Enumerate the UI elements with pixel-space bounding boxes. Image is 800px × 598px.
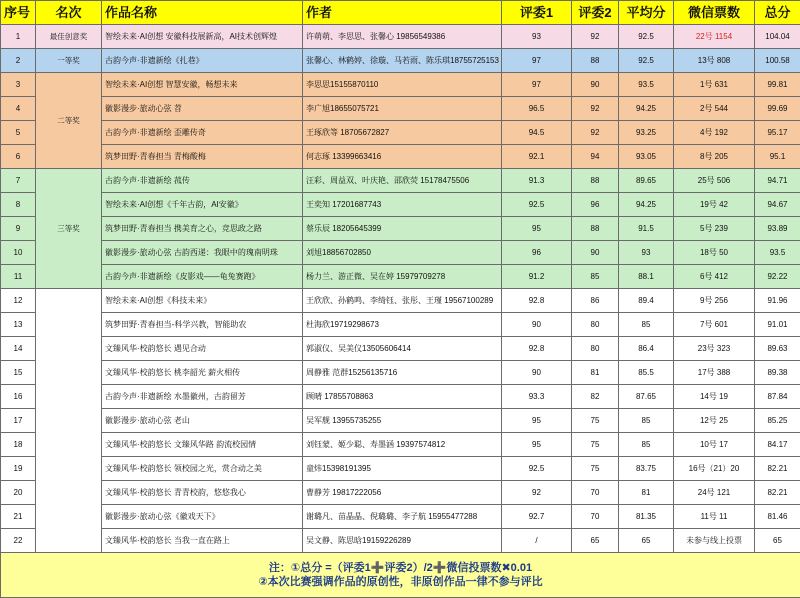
judge1-score: 97 [502, 73, 572, 97]
vote-count: 未参与线上投票 [674, 529, 755, 553]
table-row [1, 361, 800, 385]
judge1-score: / [502, 529, 572, 553]
vote-count: 25号 506 [674, 169, 755, 193]
judge1-score: 94.5 [502, 121, 572, 145]
table-row [1, 457, 800, 481]
average-score: 92.5 [619, 25, 674, 49]
vote-count: 1号 631 [674, 73, 755, 97]
total-score: 82.21 [755, 457, 800, 481]
vote-count: 18号 50 [674, 241, 755, 265]
author-cell: 蔡乐辰 18205645399 [303, 217, 502, 241]
judge1-score: 95 [502, 217, 572, 241]
average-score: 92.5 [619, 49, 674, 73]
author-cell: 汪彩、周益双、叶庆艳、邵欣荧 15178475506 [303, 169, 502, 193]
col-header-no: 序号 [1, 1, 36, 25]
table-row [1, 337, 800, 361]
work-title: 筑梦田野·青春担当 携美育之心，竞思政之路 [102, 217, 303, 241]
row-number: 21 [1, 505, 36, 529]
table-row [1, 193, 800, 217]
judge1-score: 92.5 [502, 193, 572, 217]
row-number: 13 [1, 313, 36, 337]
total-score: 89.63 [755, 337, 800, 361]
work-title: 文臻风华·校韵悠长 青青校韵，悠悠我心 [102, 481, 303, 505]
average-score: 93 [619, 241, 674, 265]
col-header-total: 总分 [755, 1, 800, 25]
work-title: 文臻风华·校韵悠长 领校园之光，赏合动之美 [102, 457, 303, 481]
total-score: 84.17 [755, 433, 800, 457]
note-cell [1, 553, 800, 598]
col-header-average: 平均分 [619, 1, 674, 25]
work-title: 徽影漫步·旅动心弦 苕 [102, 97, 303, 121]
average-score: 81.35 [619, 505, 674, 529]
author-cell: 许萌萌、李思思、张馨心 19856549386 [303, 25, 502, 49]
average-score: 91.5 [619, 217, 674, 241]
judge2-score: 92 [572, 25, 619, 49]
work-title: 文臻风华·校韵悠长 遇见合动 [102, 337, 303, 361]
judge1-score: 90 [502, 361, 572, 385]
total-score: 85.25 [755, 409, 800, 433]
judge1-score: 96.5 [502, 97, 572, 121]
row-number: 9 [1, 217, 36, 241]
row-number: 11 [1, 265, 36, 289]
vote-count: 14号 19 [674, 385, 755, 409]
work-title: 筑梦田野·青春担当 青梅酸梅 [102, 145, 303, 169]
author-cell: 谢璐凡、苗晶晶、倪璐璐、李子航 15955477288 [303, 505, 502, 529]
vote-count: 11号 11 [674, 505, 755, 529]
judge2-score: 85 [572, 265, 619, 289]
col-header-judge2: 评委2 [572, 1, 619, 25]
work-title: 古韵今声·非遗新绘 歪雕传奇 [102, 121, 303, 145]
author-cell: 张馨心、林鹤婷、徐璇、马若雨、陈乐琪18755725153 [303, 49, 502, 73]
author-cell: 李广旭18655075721 [303, 97, 502, 121]
average-score: 89.4 [619, 289, 674, 313]
vote-count: 6号 412 [674, 265, 755, 289]
work-title: 古韵今声·非遗新绘《皮影戏——龟兔赛跑》 [102, 265, 303, 289]
work-title: 智绘未来·AI创想《科技未来》 [102, 289, 303, 313]
judge2-score: 70 [572, 481, 619, 505]
work-title: 古韵今声·非遗新绘 水墨徽州，古韵留芳 [102, 385, 303, 409]
total-score: 93.89 [755, 217, 800, 241]
work-title: 文臻风华·校韵悠长 当我一直在路上 [102, 529, 303, 553]
col-header-rank: 名次 [36, 1, 102, 25]
average-score: 94.25 [619, 97, 674, 121]
col-header-title: 作品名称 [102, 1, 303, 25]
author-cell: 顾晴 17855708863 [303, 385, 502, 409]
total-score: 99.81 [755, 73, 800, 97]
row-number: 2 [1, 49, 36, 73]
row-number: 14 [1, 337, 36, 361]
header-row [1, 1, 800, 25]
judge2-score: 80 [572, 337, 619, 361]
work-title: 文臻风华·校韵悠长 桃李韶光 薪火相传 [102, 361, 303, 385]
judge2-score: 90 [572, 241, 619, 265]
judge2-score: 80 [572, 313, 619, 337]
vote-count: 23号 323 [674, 337, 755, 361]
row-number: 19 [1, 457, 36, 481]
judge2-score: 86 [572, 289, 619, 313]
average-score: 93.05 [619, 145, 674, 169]
judge2-score: 65 [572, 529, 619, 553]
judge1-score: 92 [502, 481, 572, 505]
judge1-score: 91.3 [502, 169, 572, 193]
total-score: 87.84 [755, 385, 800, 409]
table-row [1, 265, 800, 289]
judge1-score: 95 [502, 409, 572, 433]
table-row [1, 241, 800, 265]
note-line-1: 注：①总分 =（评委1➕评委2）/2➕微信投票数✖0.01 [4, 561, 797, 575]
judge1-score: 90 [502, 313, 572, 337]
judge1-score: 92.1 [502, 145, 572, 169]
total-score: 91.96 [755, 289, 800, 313]
author-cell: 曹静芳 19817222056 [303, 481, 502, 505]
average-score: 85 [619, 433, 674, 457]
judge2-score: 75 [572, 409, 619, 433]
table-row [1, 481, 800, 505]
total-score: 93.5 [755, 241, 800, 265]
author-cell: 郭淑仪、吴美仪13505606414 [303, 337, 502, 361]
average-score: 94.25 [619, 193, 674, 217]
vote-count: 12号 25 [674, 409, 755, 433]
col-header-author: 作者 [303, 1, 502, 25]
row-number: 15 [1, 361, 36, 385]
total-score: 99.69 [755, 97, 800, 121]
author-cell: 王欣欣、孙鹤鸣、李绮钰、张彤、王瑾 19567100289 [303, 289, 502, 313]
row-number: 5 [1, 121, 36, 145]
total-score: 100.58 [755, 49, 800, 73]
average-score: 93.25 [619, 121, 674, 145]
row-number: 18 [1, 433, 36, 457]
row-number: 17 [1, 409, 36, 433]
average-score: 88.1 [619, 265, 674, 289]
author-cell: 王奕知 17201687743 [303, 193, 502, 217]
row-number: 16 [1, 385, 36, 409]
judge1-score: 93.3 [502, 385, 572, 409]
table-row [1, 97, 800, 121]
work-title: 智绘未来·AI创想 安徽科技展新高，AI技术创辉煌 [102, 25, 303, 49]
row-number: 6 [1, 145, 36, 169]
table-row [1, 217, 800, 241]
judge1-score: 96 [502, 241, 572, 265]
total-score: 82.21 [755, 481, 800, 505]
table-body [1, 25, 800, 553]
total-score: 104.04 [755, 25, 800, 49]
rank-cell-third: 三等奖 [36, 169, 102, 289]
vote-count: 10号 17 [674, 433, 755, 457]
row-number: 20 [1, 481, 36, 505]
vote-count: 7号 601 [674, 313, 755, 337]
work-title: 文臻风华·校韵悠长 文臻风华路 韵流校园情 [102, 433, 303, 457]
judge1-score: 93 [502, 25, 572, 49]
author-cell: 周静雅 范群15256135716 [303, 361, 502, 385]
author-cell: 吴军舰 13955735255 [303, 409, 502, 433]
judge2-score: 96 [572, 193, 619, 217]
work-title: 筑梦田野·青春担当-科学兴教，智能助农 [102, 313, 303, 337]
author-cell: 何志琢 13399663416 [303, 145, 502, 169]
row-number: 22 [1, 529, 36, 553]
average-score: 81 [619, 481, 674, 505]
author-cell: 杨力兰、游正微、吴在婷 15979709278 [303, 265, 502, 289]
judge2-score: 81 [572, 361, 619, 385]
table-row [1, 49, 800, 73]
judge1-score: 91.2 [502, 265, 572, 289]
total-score: 94.67 [755, 193, 800, 217]
table-row [1, 121, 800, 145]
row-number: 8 [1, 193, 36, 217]
table-row [1, 505, 800, 529]
total-score: 65 [755, 529, 800, 553]
vote-count: 2号 544 [674, 97, 755, 121]
total-score: 91.01 [755, 313, 800, 337]
vote-count: 16号（21）20 [674, 457, 755, 481]
table-row [1, 313, 800, 337]
rank-cell-second: 二等奖 [36, 73, 102, 169]
rank-cell-blank [36, 289, 102, 553]
judge2-score: 88 [572, 49, 619, 73]
work-title: 徽影漫步·旅动心弦《徽戏天下》 [102, 505, 303, 529]
average-score: 85 [619, 409, 674, 433]
note-line-2: ②本次比赛强调作品的原创性，非原创作品一律不参与评比 [4, 575, 797, 589]
judge1-score: 97 [502, 49, 572, 73]
judge1-score: 92.7 [502, 505, 572, 529]
work-title: 古韵今声·非遗新绘《扎巷》 [102, 49, 303, 73]
author-cell: 刘钰蒙、姬少聪、寿墨涵 19397574812 [303, 433, 502, 457]
vote-count: 19号 42 [674, 193, 755, 217]
total-score: 94.71 [755, 169, 800, 193]
average-score: 65 [619, 529, 674, 553]
table-row [1, 25, 800, 49]
vote-count: 13号 808 [674, 49, 755, 73]
vote-count: 17号 388 [674, 361, 755, 385]
table-row [1, 529, 800, 553]
author-cell: 吴文静、陈思晗19159226289 [303, 529, 502, 553]
table-row [1, 409, 800, 433]
judge2-score: 82 [572, 385, 619, 409]
average-score: 87.65 [619, 385, 674, 409]
judge2-score: 75 [572, 457, 619, 481]
judge2-score: 70 [572, 505, 619, 529]
work-title: 徽影漫步·旅动心弦 老山 [102, 409, 303, 433]
note-row [1, 553, 800, 598]
average-score: 85.5 [619, 361, 674, 385]
total-score: 89.38 [755, 361, 800, 385]
table-row [1, 169, 800, 193]
row-number: 1 [1, 25, 36, 49]
judge2-score: 90 [572, 73, 619, 97]
vote-count: 22号 1154 [674, 25, 755, 49]
vote-count: 4号 192 [674, 121, 755, 145]
row-number: 3 [1, 73, 36, 97]
table-row [1, 385, 800, 409]
col-header-votes: 微信票数 [674, 1, 755, 25]
vote-count: 8号 205 [674, 145, 755, 169]
vote-count: 24号 121 [674, 481, 755, 505]
vote-count: 9号 256 [674, 289, 755, 313]
work-title: 古韵今声·非遗新绘 菰传 [102, 169, 303, 193]
author-cell: 王琢欣等 18705672827 [303, 121, 502, 145]
row-number: 4 [1, 97, 36, 121]
total-score: 95.17 [755, 121, 800, 145]
col-header-judge1: 评委1 [502, 1, 572, 25]
rank-cell-best-idea: 最佳创意奖 [36, 25, 102, 49]
author-cell: 童炜15398191395 [303, 457, 502, 481]
work-title: 智绘未来·AI创想《千年古韵，AI安徽》 [102, 193, 303, 217]
row-number: 12 [1, 289, 36, 313]
average-score: 85 [619, 313, 674, 337]
judge2-score: 88 [572, 169, 619, 193]
author-cell: 李思思15155870110 [303, 73, 502, 97]
judge1-score: 92.5 [502, 457, 572, 481]
judge1-score: 92.8 [502, 337, 572, 361]
judge2-score: 92 [572, 121, 619, 145]
work-title: 智绘未来·AI创想 智慧安徽，畅想未来 [102, 73, 303, 97]
total-score: 81.46 [755, 505, 800, 529]
judge1-score: 95 [502, 433, 572, 457]
table-row [1, 289, 800, 313]
author-cell: 杜海欣19719298673 [303, 313, 502, 337]
rank-cell-first: 一等奖 [36, 49, 102, 73]
author-cell: 刘旭18856702850 [303, 241, 502, 265]
vote-count: 5号 239 [674, 217, 755, 241]
total-score: 95.1 [755, 145, 800, 169]
row-number: 7 [1, 169, 36, 193]
table-row [1, 73, 800, 97]
total-score: 92.22 [755, 265, 800, 289]
average-score: 83.75 [619, 457, 674, 481]
judge2-score: 92 [572, 97, 619, 121]
table-row [1, 433, 800, 457]
judge2-score: 88 [572, 217, 619, 241]
average-score: 86.4 [619, 337, 674, 361]
average-score: 93.5 [619, 73, 674, 97]
judge2-score: 75 [572, 433, 619, 457]
judge1-score: 92.8 [502, 289, 572, 313]
judge2-score: 94 [572, 145, 619, 169]
work-title: 徽影漫步·旅动心弦 古韵西递：我眼中的瑰南明珠 [102, 241, 303, 265]
row-number: 10 [1, 241, 36, 265]
table-row [1, 145, 800, 169]
average-score: 89.65 [619, 169, 674, 193]
